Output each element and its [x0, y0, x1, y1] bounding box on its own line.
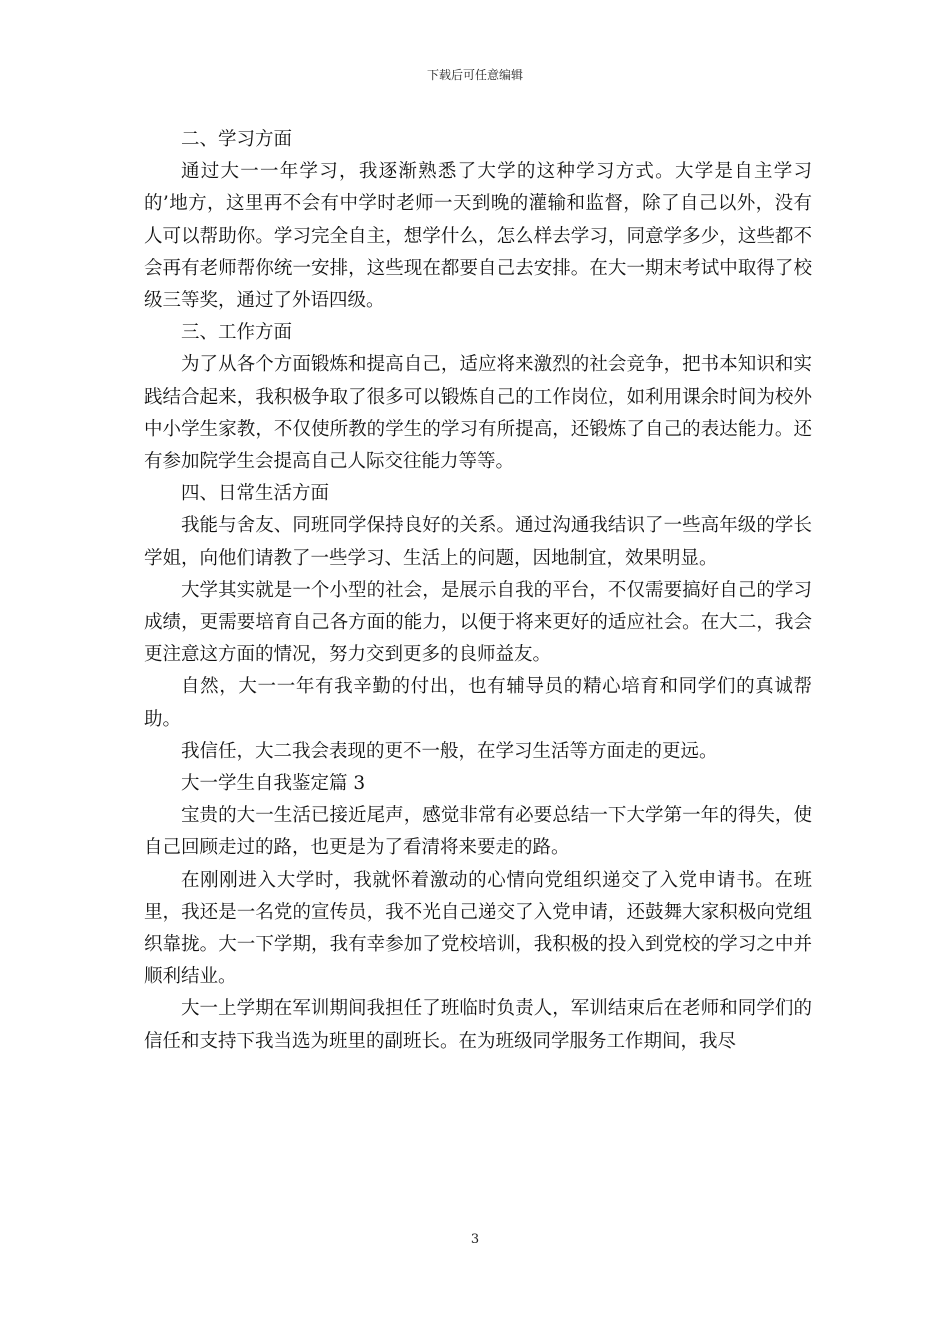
section-heading-daily-life: 四、日常生活方面 — [181, 483, 330, 505]
paragraph: 通过大一一年学习，我逐渐熟悉了大学的这种学习方式。大学是自主学习的’地方，这里再不会有中学时老师一天到晚的灌输和监督，除了自己以外，没有人可以帮助你。学习完全自主，想学什么，怎么样去学习，同意学多少，这些都不会再有老师帮你统一安排，这些现在都要自己去安排。在大一期末考试中取得了校级三等奖，通过了外语四级。 — [144, 161, 812, 312]
paragraph: 我信任，大二我会表现的更不一般，在学习生活等方面走的更远。 — [181, 740, 718, 762]
paragraph: 宝贵的大一生活已接近尾声，感觉非常有必要总结一下大学第一年的得失，使自己回顾走过的路，也更是为了看清将来要走的路。 — [144, 805, 812, 859]
article-title: 大一学生自我鉴定篇 3 — [181, 773, 366, 795]
section-heading-work: 三、工作方面 — [181, 322, 293, 344]
page-number: 3 — [470, 1232, 480, 1247]
paragraph: 大一上学期在军训期间我担任了班临时负责人，军训结束后在老师和同学们的信任和支持下我当选为班里的副班长。在为班级同学服务工作期间，我尽 — [144, 998, 812, 1052]
paragraph: 自然，大一一年有我辛勤的付出，也有辅导员的精心培育和同学们的真诚帮助。 — [144, 676, 812, 730]
paragraph: 我能与舍友、同班同学保持良好的关系。通过沟通我结识了一些高年级的学长学姐，向他们请教了一些学习、生活上的问题，因地制宜，效果明显。 — [144, 515, 812, 569]
paragraph: 在刚刚进入大学时，我就怀着激动的心情向党组织递交了入党申请书。在班里，我还是一名党的宣传员，我不光自己递交了入党申请，还鼓舞大家积极向党组织靠拢。大一下学期，我有幸参加了党校培训，我积极的投入到党校的学习之中并顺利结业。 — [144, 869, 812, 988]
document-body — [144, 124, 812, 1058]
section-heading-study: 二、学习方面 — [181, 129, 293, 150]
paragraph: 大学其实就是一个小型的社会，是展示自我的平台，不仅需要搞好自己的学习成绩，更需要培育自己各方面的能力，以便于将来更好的适应社会。在大二，我会更注意这方面的情况，努力交到更多的良师益友。 — [144, 579, 812, 666]
header-note: 下载后可任意编辑 — [426, 68, 523, 82]
paragraph: 为了从各个方面锻炼和提高自己，适应将来激烈的社会竞争，把书本知识和实践结合起来，我积极争取了很多可以锻炼自己的工作岗位，如利用课余时间为校外中小学生家教，不仅使所教的学生的学习有所提高，还锻炼了自己的表达能力。还有参加院学生会提高自己人际交往能力等等。 — [144, 354, 812, 473]
